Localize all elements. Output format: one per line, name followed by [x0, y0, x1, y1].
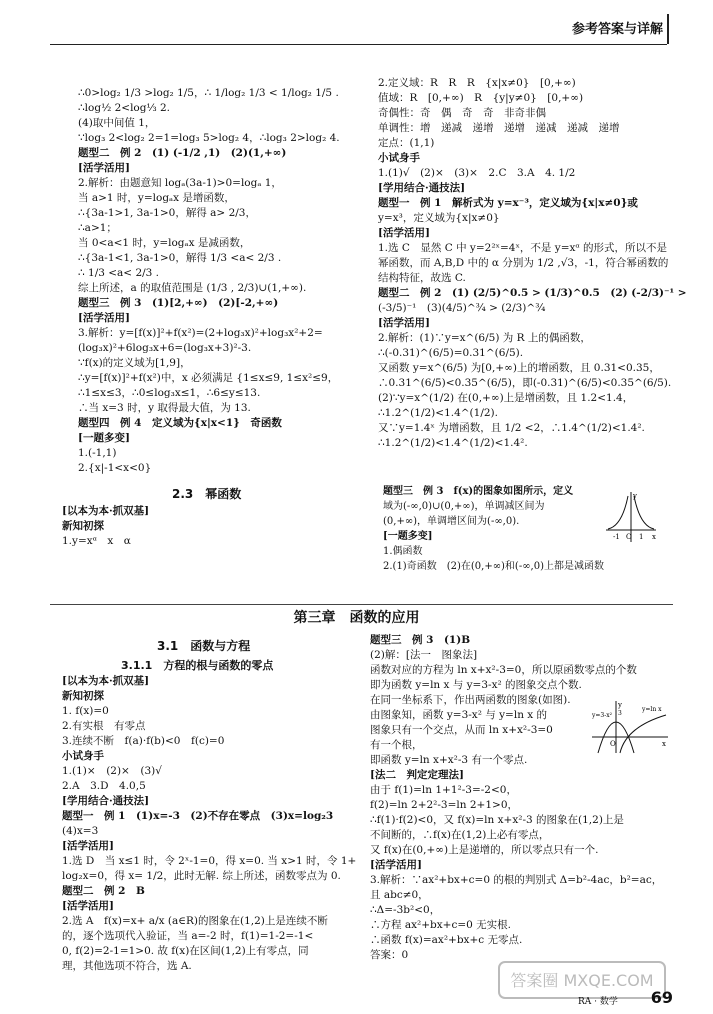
left-top-line: 题型三 例 3 (1)[2,+∞) (2)[-2,+∞): [78, 297, 279, 309]
right-graph-text-line: 1.偶函数: [383, 546, 423, 557]
page-number: 69: [650, 988, 673, 1007]
left-top-line: 2.{x|-1<x<0}: [78, 462, 152, 474]
left-bottom-line: 的，逐个选项代入验证，当 a=-2 时，f(1)=1-2=-1<: [62, 930, 314, 942]
left-bottom-line: 3.连续不断 f(a)·f(b)<0 f(c)=0: [62, 735, 225, 747]
right-top-line: 幂函数，而 A,B,D 中的 α 分别为 1/2 ,√3，-1，符合幂函数的: [378, 257, 669, 269]
right-top-line: 结构特征，故选 C.: [378, 272, 466, 284]
section-3-1-1-title: 3.1.1 方程的根与函数的零点: [121, 659, 274, 672]
right-top-line: 1.(1)√ (2)× (3)× 2.C 3.A 4. 1/2: [378, 167, 576, 179]
right-top-line: ∴0.31^(6/5)<0.35^(6/5)，即(-0.31)^(6/5)<0.35^(6/5).: [378, 377, 672, 389]
left-top-line: 题型四 例 4 定义域为{x|x<1} 奇函数: [78, 417, 282, 429]
left-column-top: [78, 86, 340, 476]
graph2-y-label: y: [618, 701, 622, 709]
left-bottom-line: 2.选 A f(x)=x+ a/x (a∈R)的图象在(1,2)上是连续不断: [62, 915, 328, 927]
right-top-line: 值域：R [0,+∞) R {y|y≠0} [0,+∞): [378, 92, 584, 104]
left-top-line: ∵log₃ 2<log₂ 2=1=log₃ 5>log₂ 4，∴log₃ 2>log₂ 4.: [78, 132, 340, 144]
graph2-x-label: x: [662, 740, 666, 748]
left-top-line: ∴{3a-1<1, 3a-1>0，解得 1/3 <a< 2/3 .: [78, 252, 282, 264]
right-graph-text: [383, 484, 604, 574]
left-bottom-line: 新知初探: [62, 690, 104, 702]
right-graph-text-line: 题型三 例 3 f(x)的图象如图所示，定义: [383, 486, 574, 497]
right-top-line: 题型一 例 1 解析式为 y=x⁻³，定义域为{x|x≠0}或: [378, 197, 638, 209]
left-bottom-line: [以本为本·抓双基]: [62, 675, 150, 687]
right-top-line: 单调性：增 递减 递增 递增 递减 递减 递增: [378, 122, 620, 134]
right-bottom-a-line: f(2)=ln 2+2²-3=ln 2+1>0，: [370, 799, 519, 811]
right-bottom-a-line: [法二 判定定理法]: [370, 769, 464, 781]
ln-parabola-graph: [590, 697, 670, 755]
left-top-line: ∴当 x=3 时，y 取得最大值，为 13.: [78, 402, 251, 414]
left-top-line: ∴y=[f(x)]²+f(x²)中，x 必须满足 {1≤x≤9, 1≤x²≤9，: [78, 372, 339, 384]
right-top-line: 又函数 y=x^(6/5) 为[0,+∞)上的增函数，且 0.31<0.35，: [378, 362, 660, 374]
right-top-line: [活学活用]: [378, 317, 430, 329]
left-bottom-line: [学用结合·通技法]: [62, 795, 150, 807]
left-sec-body-line: 新知初探: [62, 520, 104, 532]
right-bottom-a-line: 即函数 y=ln x+x²-3 有一个零点.: [370, 754, 528, 766]
right-top-line: ∴1.2^(1/2)<1.4^(1/2).: [378, 407, 498, 419]
right-top-line: (2)∵y=x^(1/2) 在(0,+∞)上是增函数，且 1.2<1.4，: [378, 392, 634, 404]
graph1-x-label: x: [652, 533, 656, 541]
left-top-line: 2.解析：由题意知 logₐ(3a-1)>0=logₐ 1，: [78, 177, 282, 189]
left-top-line: ∴ 1/3 <a< 2/3 .: [78, 267, 160, 279]
right-top-line: [活学活用]: [378, 227, 430, 239]
graph1-origin: O: [626, 533, 632, 541]
left-top-line: [一题多变]: [78, 432, 130, 444]
right-top-line: ∴1.2^(1/2)<1.4^(1/2)<1.4².: [378, 437, 528, 449]
right-bottom-a-line: 由于 f(1)=ln 1+1²-3=-2<0，: [370, 784, 517, 796]
right-bottom-a-line: [活学活用]: [370, 859, 422, 871]
left-column-bottom: [62, 674, 356, 974]
left-bottom-line: 1.选 D 当 x≤1 时，令 2ˣ-1=0，得 x=0. 当 x>1 时，令 1+: [62, 855, 357, 867]
left-top-line: 当 a>1 时，y=logₐx 是增函数，: [78, 192, 235, 204]
left-bottom-line: 题型二 例 2 B: [62, 885, 145, 897]
left-top-line: (log₃x)²+6log₃x+6=(log₃x+3)²-3.: [78, 342, 252, 354]
right-top-line: y=x³，定义域为{x|x≠0}: [378, 212, 500, 224]
right-top-line: 定点：(1,1): [378, 137, 435, 149]
right-top-line: 1.选 C 显然 C 中 y=2²ˣ=4ˣ，不是 y=xᵅ 的形式，所以不是: [378, 242, 667, 254]
left-top-line: ∴log½ 2<log⅓ 2.: [78, 102, 171, 114]
left-bottom-line: [活学活用]: [62, 840, 114, 852]
right-top-line: ∴(-0.31)^(6/5)=0.31^(6/5).: [378, 347, 524, 359]
left-section-body: [62, 504, 149, 549]
right-bottom-a-line: 函数对应的方程为 ln x+x²-3=0，所以原函数零点的个数: [370, 664, 637, 676]
left-bottom-line: log₂x=0，得 x= 1/2，此时无解. 综上所述，函数零点为 0.: [62, 870, 341, 882]
left-sec-body-line: 1.y=xᵅ x α: [62, 535, 131, 547]
right-column-top: [378, 76, 687, 451]
right-graph-text-line: [一题多变]: [383, 531, 433, 542]
left-top-line: [活学活用]: [78, 312, 130, 324]
right-top-line: (-3/5)⁻¹ (3)(4/5)^¾ > (2/3)^¾: [378, 302, 546, 314]
left-top-line: 1.(-1,1): [78, 447, 117, 459]
right-bottom-a-line: 答案：0: [370, 949, 409, 961]
right-graph-text-line: (0,+∞)，单调增区间为(-∞,0).: [383, 516, 520, 527]
left-top-line: (4)取中间值 1，: [78, 117, 156, 129]
graph1-neg1: -1: [613, 533, 620, 541]
right-bottom-a-line: ∴Δ=-3b²<0，: [370, 904, 441, 916]
graph2-curve-label: y=3-x²: [592, 712, 613, 719]
left-bottom-line: (4)x=3: [62, 825, 99, 837]
right-bottom-a-line: 且 abc≠0，: [370, 889, 429, 901]
right-bottom-a-line: 在同一坐标系下，作出两函数的图象(如图).: [370, 694, 571, 706]
section-3-1-title: 3.1 函数与方程: [157, 639, 251, 653]
inverse-square-graph: [602, 488, 658, 544]
right-bottom-a-line: 图象只有一个交点，从而 ln x+x²-3=0: [370, 724, 553, 736]
left-top-line: ∴0>log₂ 1/3 >log₂ 1/5，∴ 1/log₂ 1/3 < 1/log₂ 1/5 .: [78, 87, 339, 99]
left-bottom-line: 1. f(x)=0: [62, 705, 109, 717]
right-bottom-a-line: 3.解析：∵ax²+bx+c=0 的根的判别式 Δ=b²-4ac，b²=ac，: [370, 874, 663, 886]
left-bottom-line: 2.有实根 有零点: [62, 720, 146, 732]
footer-code: RA · 数学: [578, 997, 618, 1007]
graph2-origin: O: [610, 740, 616, 748]
right-bottom-a-line: 即为函数 y=ln x 与 y=3-x² 的图象交点个数.: [370, 679, 582, 691]
right-top-line: 小试身手: [378, 152, 420, 164]
right-bottom-a-line: 有一个根，: [370, 739, 423, 751]
left-sec-body-line: [以本为本·抓双基]: [62, 505, 150, 517]
left-bottom-line: 题型一 例 1 (1)x=-3 (2)不存在零点 (3)x=log₂3: [62, 810, 334, 822]
left-top-line: 题型二 例 2 (1) (-1/2 ,1) (2)(1,+∞): [78, 147, 287, 159]
right-top-line: 又∵y=1.4ˣ 为增函数，且 1/2 <2，∴1.4^(1/2)<1.4².: [378, 422, 645, 434]
left-top-line: 3.解析：y=[f(x)]²+f(x²)=(2+log₃x)²+log₃x²+2=: [78, 327, 323, 339]
right-column-bottom: [370, 633, 662, 963]
left-bottom-line: 0, f(2)=2-1=1>0. 故 f(x)在区间(1,2)上有零点，同: [62, 945, 309, 957]
left-top-line: 当 0<a<1 时，y=logₐx 是减函数，: [78, 237, 251, 249]
right-graph-text-line: 域为(-∞,0)∪(0,+∞)，单调减区间为: [383, 501, 545, 512]
chapter-title: 第三章 函数的应用: [293, 610, 420, 626]
right-top-line: 2.解析：(1)∵y=x^(6/5) 为 R 上的偶函数，: [378, 332, 591, 344]
right-top-line: 题型二 例 2 (1) (2/5)^0.5 > (1/3)^0.5 (2) (-2/3)⁻¹ >: [378, 287, 687, 299]
watermark-stamp: [497, 960, 667, 1000]
right-bottom-a-line: 不间断的，∴f(x)在(1,2)上必有零点，: [370, 829, 550, 841]
left-top-line: ∴{3a-1>1, 3a-1>0，解得 a> 2/3，: [78, 207, 256, 219]
chapter-rule: [50, 604, 673, 605]
graph2-3-label: 3: [618, 710, 622, 717]
left-top-line: ∴1≤x≤3，∴0≤log₃x≤1，∴6≤y≤13.: [78, 387, 261, 399]
right-bottom-a-line: 又 f(x)在(0,+∞)上是递增的，所以零点只有一个.: [370, 844, 599, 856]
left-top-line: ∵f(x)的定义域为[1,9]，: [78, 357, 191, 369]
page-header-title: 参考答案与详解: [571, 22, 663, 37]
graph1-pos1: 1: [639, 533, 644, 541]
right-bottom-a-line: 题型三 例 3 (1)B: [370, 634, 471, 646]
right-bottom-a-line: ∴函数 f(x)=ax²+bx+c 无零点.: [370, 934, 523, 946]
left-bottom-line: 小试身手: [62, 750, 104, 762]
right-bottom-a-line: ∴方程 ax²+bx+c=0 无实根.: [370, 919, 512, 931]
graph1-y-label: y: [633, 492, 637, 500]
left-bottom-line: 1.(1)× (2)× (3)√: [62, 765, 162, 777]
right-bottom-a-line: (2)解：[法一 图象法]: [370, 649, 478, 661]
left-bottom-line: 2.A 3.D 4.0,5: [62, 780, 146, 792]
graph2-ln-label: y=ln x: [642, 706, 662, 713]
left-bottom-line: 理，其他选项不符合，选 A.: [62, 960, 192, 972]
right-top-line: 奇偶性：奇 偶 奇 奇 非奇非偶: [378, 107, 546, 119]
left-top-line: ∴a>1；: [78, 222, 117, 234]
header-rule: [50, 44, 667, 45]
left-bottom-line: [活学活用]: [62, 900, 114, 912]
svg-text:答案圈 MXQE.COM: 答案圈 MXQE.COM: [510, 971, 654, 990]
right-bottom-a-line: ∴f(1)·f(2)<0，又 f(x)=ln x+x²-3 的图象在(1,2)上是: [370, 814, 624, 826]
left-top-line: [活学活用]: [78, 162, 130, 174]
left-top-line: 综上所述，a 的取值范围是 (1/3 , 2/3)∪(1,+∞).: [78, 282, 307, 294]
right-top-line: [学用结合·通技法]: [378, 182, 466, 194]
section-2-3-title: 2.3 幂函数: [172, 487, 242, 501]
right-graph-text-line: 2.(1)奇函数 (2)在(0,+∞)和(-∞,0)上都是减函数: [383, 561, 604, 572]
right-bottom-a-line: 由图象知，函数 y=3-x² 与 y=ln x 的: [370, 709, 548, 721]
right-top-line: 2.定义域：R R R {x|x≠0} [0,+∞): [378, 77, 576, 89]
header-bracket: [664, 14, 669, 44]
